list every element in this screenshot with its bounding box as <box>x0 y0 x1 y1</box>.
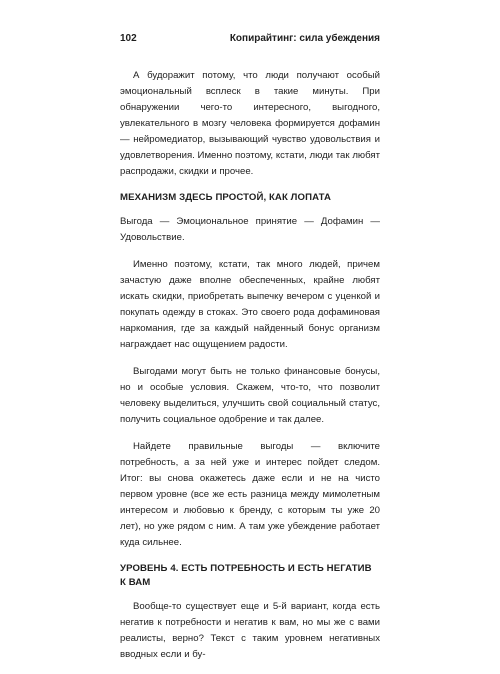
paragraph-find-benefits: Найдете правильные выгоды — включите потребность, а за ней уже и интерес пойдет следом. Итог: вы снова окажетесь даже если и не на чисто первом уровне (все же есть разница между мимолетным интересом и любовью к бренду, с которым ты уже 20 лет), но уже рядом с ним. А там уже убеждение работает куда сильнее. <box>120 441 380 548</box>
page-number: 102 <box>120 33 137 44</box>
paragraph-formula: Выгода — Эмоциональное принятие — Дофамин — Удовольствие. <box>120 216 380 243</box>
page-header <box>120 33 380 47</box>
section-heading-mechanism: МЕХАНИЗМ ЗДЕСЬ ПРОСТОЙ, КАК ЛОПАТА <box>120 192 331 203</box>
paragraph-level-5: Вообще-то существует еще и 5-й вариант, когда есть негатив к потребности и негатив к вам, но мы же с вами реалисты, верно? Текст с таким уровнем негативных вводных если и бу- <box>120 601 380 660</box>
paragraph-discounts: Именно поэтому, кстати, так много людей, причем зачастую даже вполне обеспеченных, крайне любят искать скидки, приобретать выпечку вечером с уценкой и покупать одежду в стоках. Это своего рода дофаминовая наркомания, где за каждый найденный бонус организм награждает нас ощущением радости. <box>120 259 380 350</box>
paragraph-benefits: Выгодами могут быть не только финансовые бонусы, но и особые условия. Скажем, что-то, что позволит человеку выделиться, улучшить свой социальный статус, получить социальное одобрение и так далее. <box>120 366 380 425</box>
section-heading-level-4: УРОВЕНЬ 4. ЕСТЬ ПОТРЕБНОСТЬ И ЕСТЬ НЕГАТИВ К ВАМ <box>120 563 372 588</box>
running-title: Копирайтинг: сила убеждения <box>229 33 380 44</box>
page-body <box>120 68 380 674</box>
paragraph-dopamine: А будоражит потому, что люди получают особый эмоциональный всплеск в такие минуты. При обнаружении чего-то интересного, выгодного, увлекательного в мозгу человека формируется дофамин — нейромедиатор, вызывающий чувство удовольствия и удовлетворения. Именно поэтому, кстати, люди так любят распродажи, скидки и прочее. <box>120 70 380 177</box>
